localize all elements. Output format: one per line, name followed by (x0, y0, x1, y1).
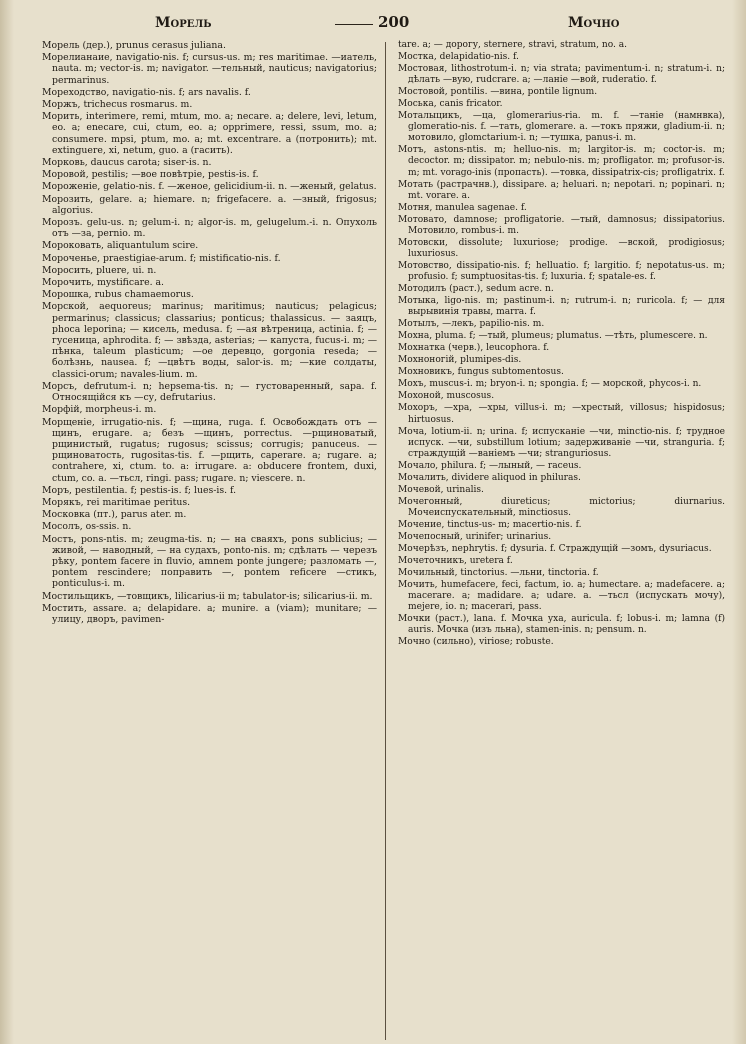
dictionary-entry: Мохновикъ, fungus subtomentosus. (398, 367, 564, 378)
dictionary-entry: Морской, aequoreus; marinus; maritimus; nauticus; pelagicus; permarinus; classicus; classarius; ponticus; thalassicus. — заяцъ, phoca leporina; — кисель, medusa. f; —ая вѣтреница, actinia. f; — гусеница, aphrodita. f; — звѣзда, asterias; — капуста, fucus-i. m; — пѣнка, taleum plasticum; —ое деревцо, gorgonia reseda; —болѣзнь, nausea. f; —цвѣтъ воды, salor-is. m; —кие солдаты, classici-orum; navales-lium. m. (42, 301, 377, 380)
header-rule (335, 24, 373, 25)
dictionary-entry: Мочегонный, diureticus; mictorius; diurnarius. Мочеиспускательный, minctiosus. (398, 496, 725, 518)
dictionary-entry: Мостовая, lithostrotum-i. n; via strata; pavimentum-i. n; stratum-i. n; дѣлать —вую, rudcrare. a; —ланіе —вой, ruderatio. f. (398, 64, 725, 86)
dictionary-entry: Московка (пт.), parus ater. m. (42, 509, 187, 521)
dictionary-entry: Мочно (сильно), viriose; robuste. (398, 637, 554, 648)
dictionary-entry: Морозъ. gelu-us. n; gelum-i. n; algor-is. m, gelugelum.-i. n. Опухоль отъ —за, pernio. m. (42, 217, 377, 240)
dictionary-entry: Мотовство, dissipatio-nis. f; helluatio. f; largitio. f; nepotatus-us. m; profusio. f; sumptuositas-tis. f; luxuria. f; spatale-es. f. (398, 260, 725, 282)
dictionary-entry: Морщеніе, irrugatio-nis. f; —щина, ruga. f. Освобождать отъ —щинъ, erugare. a; безъ —щинъ, porrectus. —рщиноватый, рщинистый, rugatus; rugosus; scissus; corrugis; panuceus. —рщиноватость, rugositas-tis. f. —рщить, caperare. a; rugare. a; contrahere, xi, ctum. to. a: irrugare. a: obducere frontem, duxi, ctum, co. a. —тьсл, ringi. pass; rugare. n; viescere. n. (42, 416, 377, 484)
dictionary-entry: Мочалить, dividere aliquod in philuras. (398, 472, 581, 483)
dictionary-entry: Мочить, humefacere, feci, factum, io. a; humectare. a; madefacere. a; macerare. a; madidare. a; udare. a. —тьсл (испускать мочу), mejere, io. n; macerari, pass. (398, 580, 725, 613)
dictionary-entry: Мореходство, navigatio-nis. f; ars navalis. f. (42, 86, 251, 98)
header-left-guide-word: Морель (155, 15, 212, 31)
dictionary-entry: Моталыцикъ, —ца, glomerarius-ria. m. f. —таніе (намнвка), glomeratio-nis. f. —тать, glomerare. a. —токъ пряжи, gladium-ii. n; мотовило, glomctarium-i. n; —тушка, panus-i. m. (398, 111, 725, 144)
dictionary-entry: Моржъ, trichecus rosmarus. m. (42, 99, 193, 111)
dictionary-entry: Мостить, assare. a; delapidare. a; munire. a (viam); munitare; — улицу, дворъ, pavimen- (42, 602, 377, 625)
column-divider (385, 42, 386, 1040)
dictionary-entry: Мостовой, pontilis. —вина, pontile lignum. (398, 87, 598, 98)
dictionary-entry: Морковь, daucus carota; siser-is. n. (42, 157, 212, 169)
dictionary-entry: Мотъ, astons-ntis. m; helluo-nis. m; largitor-is. m; coctor-is. m; decoctor. m; dissipator. m; nebulo-nis. m; profligator. m; profusor-is. m; mt. vorago-inis (пропасть). —товка, dissipatrix-cis; profligatrix. f. (398, 145, 725, 178)
dictionary-entry: Моровой, pestilis; —вое повѣтріе, pestis-is. f. (42, 169, 259, 181)
dictionary-entry: Мочало, philura. f; —лыный, — raceus. (398, 460, 582, 471)
dictionary-entry: Морошка, rubus chamaemorus. (42, 289, 194, 301)
dictionary-entry: Мохна, pluma. f; —тый, plumeus; plumatus. —тѣть, plumescere. n. (398, 331, 708, 342)
dictionary-entry: Моська, canis fricator. (398, 99, 503, 110)
dictionary-entry: Мостъ, pons-ntis. m; zeugma-tis. n; — на сваяхъ, pons sublicius; — живой, — наводный, — на судахъ, ponto-nis. m; сдѣлать — черезъ рѣку, pontem facere in fluvio, amnem ponte jungere; разломать —, pontem rescindere; поправить —, pontem reficere —стикъ, ponticulus-i. m. (42, 533, 377, 590)
dictionary-entry: Мотылъ, —лекъ, papilio-nis. m. (398, 319, 545, 330)
page-edge-left (0, 0, 14, 1044)
dictionary-entry: Мохноногій, plumipes-dis. (398, 355, 522, 366)
dictionary-entry: Морелианаие, navigatio-nis. f; cursus-us. m; res maritimae. —иатель, nauta. m; vector-is. m; navigator. —тельный, nauticus; navigatorius; permarinus. (42, 52, 377, 86)
dictionary-entry: Мочение, tinctus-us- m; macertio-nis. f. (398, 519, 582, 530)
dictionary-entry: Мотня, manulea sagenae. f. (398, 202, 527, 213)
dictionary-entry: Мотыка, ligo-nis. m; pastinum-i. n; rutrum-i. n; ruricola. f; — для вырывинія травы, marra. f. (398, 296, 725, 318)
dictionary-entry: Морить, interimere, remi, mtum, mo. a; necare. a; delere, levi, letum, eo. a; enecare, cui, ctum, eo. a; opprimere, ressi, ssum, mo. a; consumere. mpsi, ptum, mo. a; mt. excentrare. a (потронить); mt. extinguere, xi, netum, guo. a (гасить). (42, 111, 377, 156)
dictionary-entry: Мостка, delapidatio-nis. f. (398, 52, 519, 63)
dictionary-entry: Мочевой, urinalis. (398, 484, 484, 495)
dictionary-entry: Мочеточникъ, uretera f. (398, 556, 513, 567)
page-number: 200 (378, 13, 410, 31)
dictionary-entry: Мохнатка (черв.), leucophora. f. (398, 343, 550, 354)
dictionary-entry: Моръ, pestilentia. f; pestis-is. f; lues-is. f. (42, 484, 237, 496)
dictionary-entry: Морочить, mystificare. a. (42, 277, 164, 289)
dictionary-entry: Мочки (раст.), lana. f. Мочка уха, auricula. f; lobus-i. m; lamna (f) auris. Мочка (изъ льна), stamen-inis. n; pensum. n. (398, 614, 725, 636)
dictionary-entry: Мостильщикъ, —товщикъ, lilicarius-ii m; tabulator-is; silicarius-ii. m. (42, 590, 373, 602)
dictionary-entry: Мочерѣзъ, nephrytis. f; dysuria. f. Страждущій —зомъ, dysuriacus. (398, 544, 712, 555)
dictionary-entry: Морель (дер.), prunus cerasus juliana. (42, 40, 226, 51)
dictionary-entry: Мохоной, muscosus. (398, 391, 495, 402)
dictionary-entry: Мороженіе, gelatio-nis. f. —женое, gelicidium-ii. n. —женый, gelatus. (42, 181, 377, 193)
dictionary-entry: Мотовски, dissolute; luxuriose; prodige. —вской, prodigiosus; luxuriosus. (398, 237, 725, 259)
dictionary-entry: Моросить, pluere, ui. n. (42, 264, 157, 276)
dictionary-entry: Мороченье, praestigiae-arum. f; mistificatio-nis. f. (42, 252, 281, 264)
dictionary-entry: Мотовато, damnose; profligatorie. —тый, damnosus; dissipatorius. Мотовило, rombus-i. m. (398, 214, 725, 236)
dictionary-entry: Морякъ, rei maritimae peritus. (42, 496, 191, 508)
dictionary-entry: Морсъ, defrutum-i. n; hepsema-tis. n; — густоваренный, sapa. f. Относящійся къ —су, defrutarius. (42, 380, 377, 404)
dictionary-entry: Мороковать, aliquantulum scire. (42, 240, 199, 252)
dictionary-entry: Мохъ, muscus-i. m; bryon-i. n; spongia. f; — морской, phycos-i. n. (398, 379, 702, 390)
left-column (42, 40, 377, 626)
dictionary-entry: tare. a; — дорогу, sternere, stravi, stratum, no. a. (398, 40, 628, 50)
dictionary-entry: Мосолъ, os-ssis. n. (42, 521, 132, 533)
right-column (398, 40, 725, 649)
dictionary-entry: Морфій, morpheus-i. m. (42, 404, 157, 416)
dictionary-entry: Моча, lotium-ii. n; urina. f; испусканіе —чи, minctio-nis. f; трудное испуск. —чи, substillum lotium; задерживаніе —чи, stranguria. f; страждущій —ваніемъ —чи; stranguriosus. (398, 426, 725, 459)
dictionary-entry: Мотодилъ (раст.), sedum acre. n. (398, 283, 554, 294)
page-edge-right (732, 0, 746, 1044)
dictionary-entry: Мочильный, tinctorius. —льни, tinctoria. f. (398, 568, 599, 579)
dictionary-entry: Мохоръ, —хра, —хры, villus-i. m; —хрестый, villosus; hispidosus; hirtuosus. (398, 403, 725, 425)
dictionary-entry: Мотать (растрачнв.), dissipare. a; heluari. n; nepotari. n; popinari. n; mt. vorare. a. (398, 179, 725, 201)
dictionary-entry: Мочепосный, urinifer; urinarius. (398, 531, 552, 542)
dictionary-entry: Морозить, gelare. a; hiemare. n; frigefacere. a. —зный, frigosus; algorius. (42, 193, 377, 216)
header-right-guide-word: Мочно (568, 15, 620, 31)
